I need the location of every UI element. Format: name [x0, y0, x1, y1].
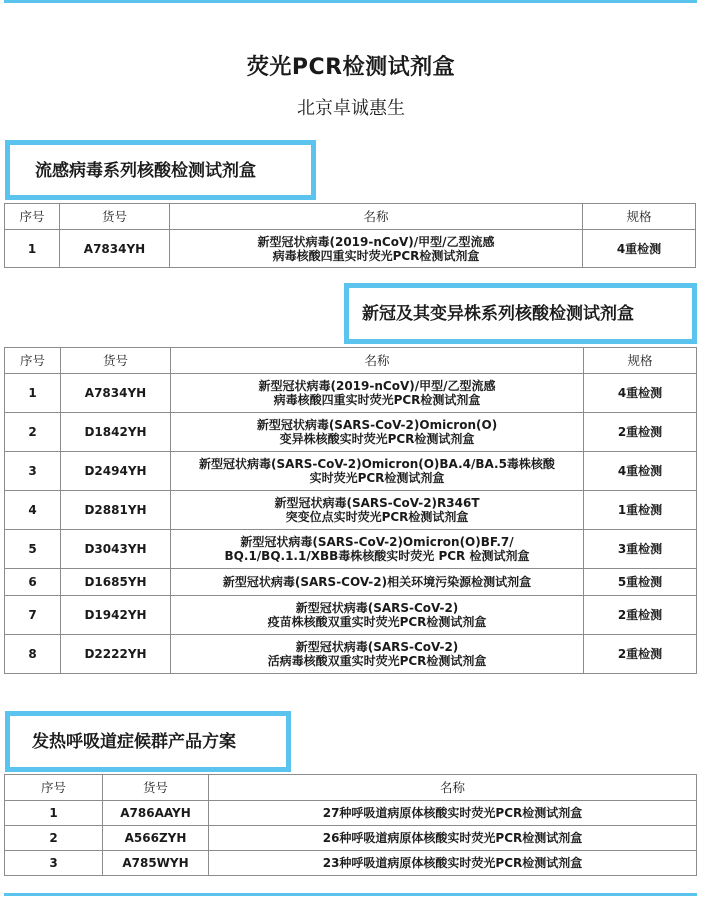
- section-title-respiratory: 发热呼吸道症候群产品方案: [5, 711, 291, 772]
- page-title: 荧光PCR检测试剂盒: [246, 55, 456, 80]
- table-row: [5, 413, 697, 452]
- flu-kit-table: [4, 203, 696, 268]
- col-header-code: 货号: [60, 204, 170, 230]
- table-row: [5, 851, 697, 876]
- row-name: 新型冠状病毒(SARS-CoV-2)R346T 突变位点实时荧光PCR检测试剂盒: [171, 491, 584, 530]
- row-name: 23种呼吸道病原体核酸实时荧光PCR检测试剂盒: [209, 851, 697, 876]
- table-row: [5, 230, 696, 268]
- row-name: 新型冠状病毒(SARS-CoV-2)Omicron(O) 变异株核酸实时荧光PCR检测试剂盒: [171, 413, 584, 452]
- table-row: [5, 635, 697, 674]
- bottom-accent-rule: [4, 893, 697, 896]
- section-title-covid: 新冠及其变异株系列核酸检测试剂盒: [344, 283, 697, 344]
- table-row: [5, 530, 697, 569]
- row-code: D2494YH: [61, 452, 171, 491]
- row-code: D1685YH: [61, 569, 171, 596]
- row-code: D2222YH: [61, 635, 171, 674]
- row-spec: 4重检测: [584, 452, 697, 491]
- col-header-no: 序号: [5, 204, 60, 230]
- table-header-row: [5, 775, 697, 801]
- row-no: 2: [5, 413, 61, 452]
- row-name: 新型冠状病毒(SARS-COV-2)相关环境污染源检测试剂盒: [171, 569, 584, 596]
- row-no: 2: [5, 826, 103, 851]
- col-header-no: 序号: [5, 775, 103, 801]
- row-name: 新型冠状病毒(SARS-CoV-2) 活病毒核酸双重实时荧光PCR检测试剂盒: [171, 635, 584, 674]
- row-no: 3: [5, 452, 61, 491]
- col-header-code: 货号: [61, 348, 171, 374]
- row-no: 1: [5, 801, 103, 826]
- row-name: 新型冠状病毒(2019-nCoV)/甲型/乙型流感 病毒核酸四重实时荧光PCR检测试剂盒: [171, 374, 584, 413]
- covid-kit-table: [4, 347, 697, 674]
- table-row: [5, 596, 697, 635]
- row-no: 3: [5, 851, 103, 876]
- table-row: [5, 374, 697, 413]
- col-header-name: 名称: [170, 204, 583, 230]
- col-header-name: 名称: [171, 348, 584, 374]
- row-no: 4: [5, 491, 61, 530]
- row-spec: 4重检测: [583, 230, 696, 268]
- table-row: [5, 569, 697, 596]
- respiratory-kit-table: [4, 774, 697, 876]
- row-name: 新型冠状病毒(2019-nCoV)/甲型/乙型流感 病毒核酸四重实时荧光PCR检测试剂盒: [170, 230, 583, 268]
- col-header-spec: 规格: [584, 348, 697, 374]
- row-name: 新型冠状病毒(SARS-CoV-2)Omicron(O)BA.4/BA.5毒株核酸 实时荧光PCR检测试剂盒: [171, 452, 584, 491]
- row-no: 6: [5, 569, 61, 596]
- table-header-row: [5, 204, 696, 230]
- row-spec: 1重检测: [584, 491, 697, 530]
- row-no: 7: [5, 596, 61, 635]
- row-spec: 2重检测: [584, 635, 697, 674]
- row-code: A7834YH: [61, 374, 171, 413]
- row-no: 5: [5, 530, 61, 569]
- table-row: [5, 452, 697, 491]
- table-row: [5, 801, 697, 826]
- row-code: D3043YH: [61, 530, 171, 569]
- row-code: A786AAYH: [103, 801, 209, 826]
- table-row: [5, 826, 697, 851]
- col-header-spec: 规格: [583, 204, 696, 230]
- row-code: D1942YH: [61, 596, 171, 635]
- page-subtitle: 北京卓诚惠生: [297, 98, 405, 119]
- row-spec: 5重检测: [584, 569, 697, 596]
- row-name: 新型冠状病毒(SARS-CoV-2)Omicron(O)BF.7/ BQ.1/BQ.1.1/XBB毒株核酸实时荧光 PCR 检测试剂盒: [171, 530, 584, 569]
- section-title-flu: 流感病毒系列核酸检测试剂盒: [5, 140, 316, 200]
- col-header-no: 序号: [5, 348, 61, 374]
- table-row: [5, 491, 697, 530]
- table-header-row: [5, 348, 697, 374]
- row-code: A566ZYH: [103, 826, 209, 851]
- row-name: 26种呼吸道病原体核酸实时荧光PCR检测试剂盒: [209, 826, 697, 851]
- col-header-name: 名称: [209, 775, 697, 801]
- row-spec: 4重检测: [584, 374, 697, 413]
- row-no: 8: [5, 635, 61, 674]
- row-code: D1842YH: [61, 413, 171, 452]
- row-name: 新型冠状病毒(SARS-CoV-2) 疫苗株核酸双重实时荧光PCR检测试剂盒: [171, 596, 584, 635]
- row-spec: 2重检测: [584, 413, 697, 452]
- row-spec: 2重检测: [584, 596, 697, 635]
- row-code: D2881YH: [61, 491, 171, 530]
- col-header-code: 货号: [103, 775, 209, 801]
- row-no: 1: [5, 374, 61, 413]
- row-code: A7834YH: [60, 230, 170, 268]
- row-code: A785WYH: [103, 851, 209, 876]
- row-no: 1: [5, 230, 60, 268]
- row-name: 27种呼吸道病原体核酸实时荧光PCR检测试剂盒: [209, 801, 697, 826]
- row-spec: 3重检测: [584, 530, 697, 569]
- top-accent-rule: [4, 0, 697, 3]
